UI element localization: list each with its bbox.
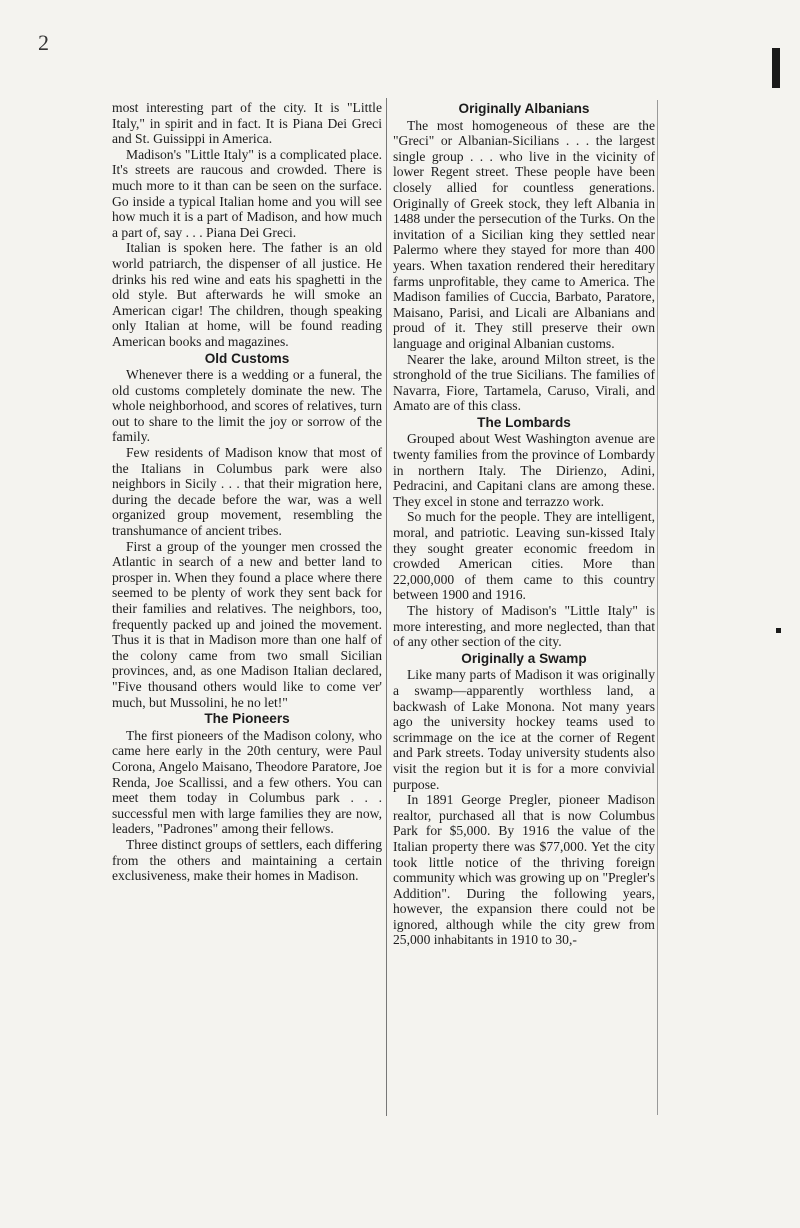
left-paragraph-6: First a group of the younger men crossed the Atlantic in search of a new and better land to prosper in. When they found a place where there seemed to be plenty of work they sent back for their families and relatives. The neighbors, too, frequently packed up and joined the movement. Thus it is that in Madison more than one half of the colony came from two small Sicilian provinces, and, as one Madison Italian declared, "Five thousand others would like to come ver' much, but Mussolini, he no let!" <box>112 538 382 710</box>
page-number: 2 <box>38 30 49 55</box>
edge-mark-top <box>772 48 780 88</box>
left-paragraph-2: Madison's "Little Italy" is a complicated place. It's streets are raucous and crowded. There is much more to it than can be seen on the surface. Go inside a typical Italian home and you will see how much it is a part of Madison, and how much a part of, say . . . Piana Dei Greci. <box>112 146 382 240</box>
right-column <box>393 100 655 948</box>
left-column <box>112 100 382 884</box>
right-paragraph-7: In 1891 George Pregler, pioneer Madison realtor, purchased all that is now Columbus Park for $5,000. By 1916 the value of the Italian property there was $77,000. Yet the city took little notice of the thriving foreign community which was growing up on "Pregler's Addition". During the following years, however, the expansion there could not be ignored, although while the city grew from 25,000 inhabitants in 1910 to 30,- <box>393 792 655 948</box>
heading-pioneers: The Pioneers <box>204 711 290 727</box>
left-paragraph-8: Three distinct groups of settlers, each differing from the others and maintaining a certain exclusiveness, make their homes in Madison. <box>112 836 382 884</box>
heading-lombards: The Lombards <box>477 414 571 430</box>
left-paragraph-7: The first pioneers of the Madison colony, who came here early in the 20th century, were Paul Corona, Angelo Maisano, Theodore Paratore, Joe Renda, Joe Scallissi, and a few others. You can meet them today in Columbus park . . . successful men with large families they are now, leaders, "Padrones" among their fellows. <box>112 727 382 837</box>
left-paragraph-4: Whenever there is a wedding or a funeral, the old customs completely dominate the new. The whole neighborhood, and scores of relatives, turn out to share to the limit the joy or sorrow of the family. <box>112 367 382 445</box>
left-paragraph-5: Few residents of Madison know that most of the Italians in Columbus park were also neighbors in Sicily . . . that their migration here, during the decade before the war, was a well organized group movement, resembling the transhumance of ancient tribes. <box>112 445 382 539</box>
right-paragraph-2: Nearer the lake, around Milton street, is the stronghold of the true Sicilians. The families of Navarra, Fiore, Tartamela, Caruso, Virali, and Amato are of this class. <box>393 351 655 414</box>
left-paragraph-1: most interesting part of the city. It is "Little Italy," in spirit and in fact. It is Piana Dei Greci and St. Guissippi in America. <box>112 100 382 147</box>
heading-originally-a-swamp: Originally a Swamp <box>461 650 587 666</box>
right-paragraph-5: The history of Madison's "Little Italy" is more interesting, and more neglected, than that of any other section of the city. <box>393 603 655 650</box>
edge-mark-mid <box>776 628 781 633</box>
column-rule <box>386 98 387 1116</box>
right-paragraph-1: The most homogeneous of these are the "Greci" or Albanian-Sicilians . . . the largest single group . . . who live in the vicinity of lower Regent street. These people have been closely allied for countless generations. Originally of Greek stock, they left Albania in 1488 under the persecution of the Turks. On the invitation of a Sicilian king they settled near Palermo where they stayed for more than 400 years. When taxation rendered their hereditary farms unprofitable, they came to America. The Madison families of Cuccia, Barbato, Paratore, Maisano, Parisi, and Licali are Albanians and proud of it. They still preserve their own language and original Albanian customs. <box>393 117 655 351</box>
heading-originally-albanians: Originally Albanians <box>458 101 590 116</box>
left-paragraph-3: Italian is spoken here. The father is an old world patriarch, the dispenser of all justice. He drinks his red wine and eats his spaghetti in the old style. But afterwards he will smoke an American cigar! The children, though speaking only Italian at home, will be found reading American books and magazines. <box>112 240 382 349</box>
heading-old-customs: Old Customs <box>204 350 290 366</box>
column-edge-rule <box>657 100 658 1115</box>
right-paragraph-4: So much for the people. They are intelligent, moral, and patriotic. Leaving sun-kissed Italy they sought greater economic freedom in crowded American cities. More than 22,000,000 of them came to this country between 1900 and 1916. <box>393 509 655 603</box>
right-paragraph-6: Like many parts of Madison it was originally a swamp—apparently worthless land, a backwash of Lake Monona. Not many years ago the university hockey teams used to scrimmage on the ice at the corner of Regent and Park streets. Today university students also visit the region but it is for a more convivial purpose. <box>393 667 655 792</box>
right-paragraph-3: Grouped about West Washington avenue are twenty families from the province of Lombardy in northern Italy. The Dirienzo, Adini, Pedracini, and Capitani clans are among these. They excel in stone and terrazzo work. <box>393 431 655 509</box>
